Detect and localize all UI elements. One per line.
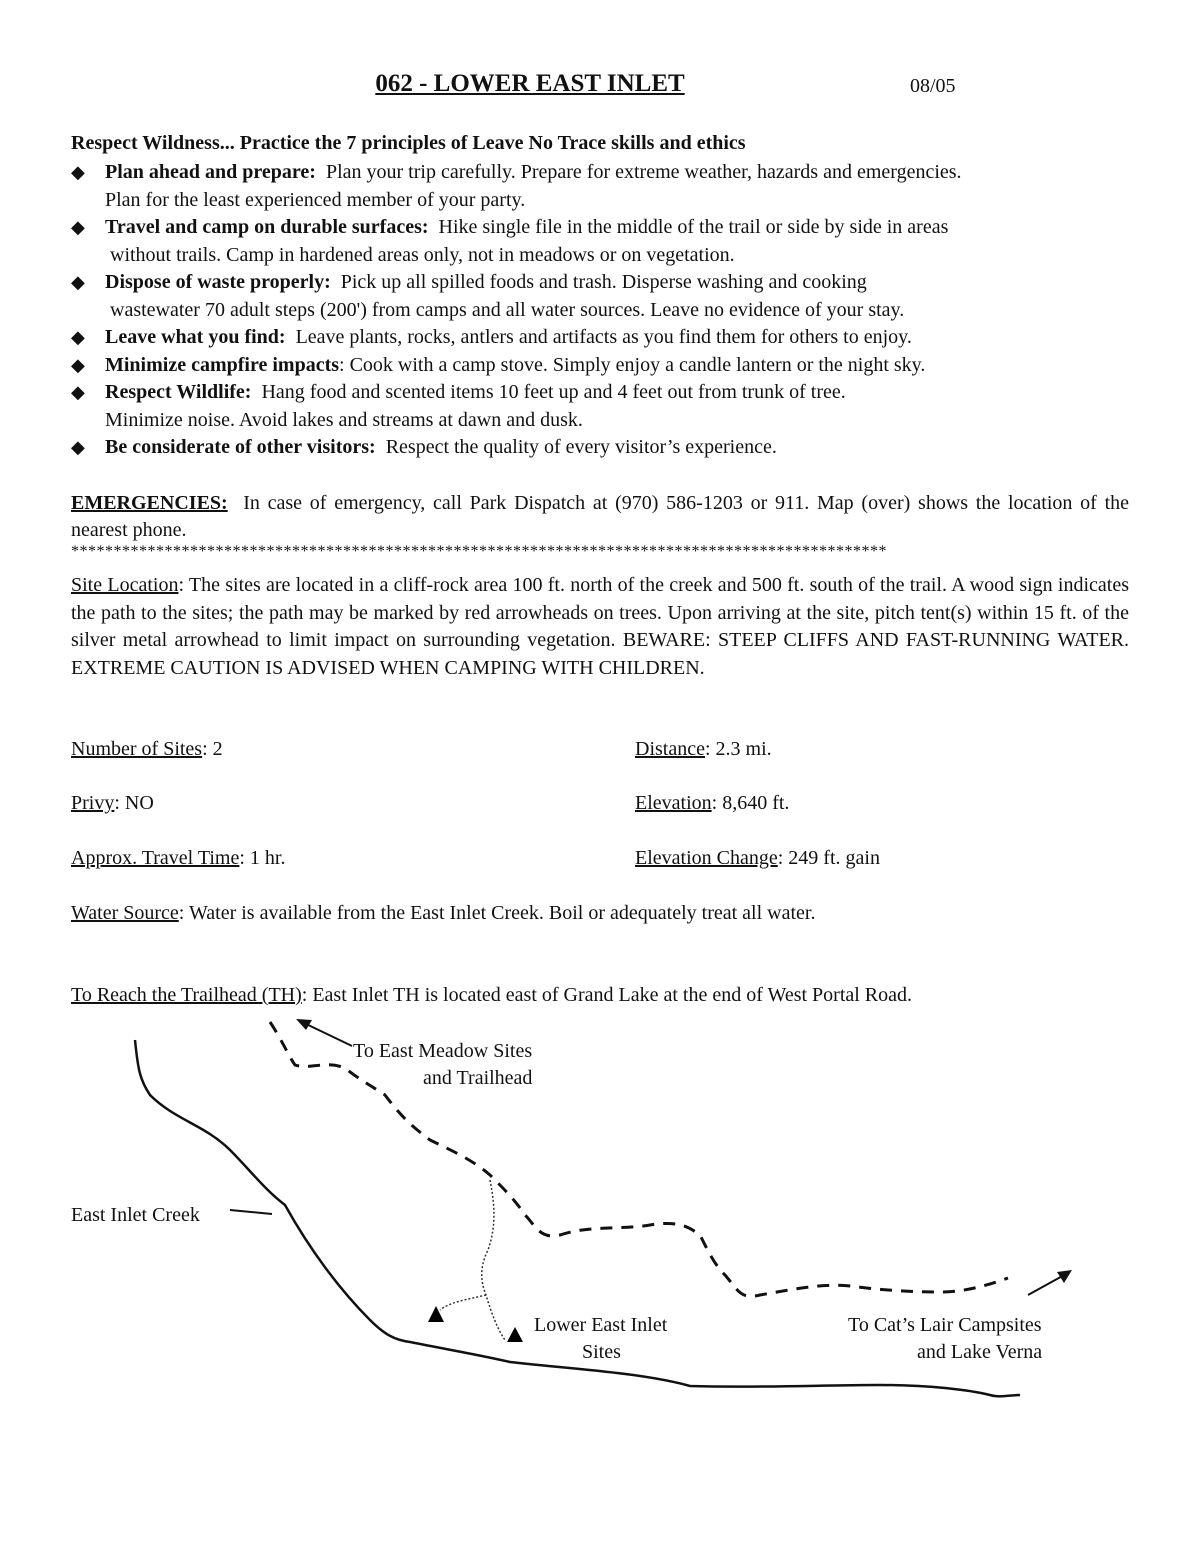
list-item — [71, 379, 1131, 434]
map-label-cats-lair-line2: and Lake Verna — [917, 1341, 1043, 1363]
diamond-bullet-icon: ◆ — [71, 272, 85, 292]
fact-label: Elevation — [635, 792, 712, 814]
principle-text: Hike single file in the middle of the trail or side by side in areas — [438, 216, 949, 238]
diamond-bullet-icon: ◆ — [71, 327, 85, 347]
diamond-bullet-icon: ◆ — [71, 162, 85, 182]
list-item — [71, 324, 1131, 352]
fact-value: : 249 ft. gain — [777, 847, 880, 869]
fact-value: : 2 — [202, 738, 223, 760]
diamond-bullet-icon: ◆ — [71, 217, 85, 237]
trailhead-text: : East Inlet TH is located east of Grand Lake at the end of West Portal Road. — [301, 984, 913, 1006]
map-label-creek: East Inlet Creek — [71, 1204, 200, 1226]
map-label-east-meadow: To East Meadow Sites — [353, 1040, 533, 1062]
site-location-text: : The sites are located in a cliff-rock area 100 ft. north of the creek and 500 ft. south of the trail. A wood sign indicates the path to the sites; the path may be marked by red arrowheads on trees. Upon arriving at the site, pitch tent(s) within 15 ft. of the silver metal arrowhead to limit impact on surrounding vegetation. BEWARE: STEEP CLIFFS AND FAST-RUNNING WATER. EXTREME CAUTION IS ADVISED WHEN CAMPING WITH CHILDREN. — [71, 574, 1130, 679]
trailhead-label: To Reach the Trailhead (TH) — [71, 984, 302, 1006]
elevation — [635, 792, 789, 815]
principle-label: Minimize campfire impacts — [105, 353, 340, 376]
list-item — [71, 434, 1131, 462]
principle-text-cont: without trails. Camp in hardened areas only, not in meadows or on vegetation. — [110, 243, 735, 266]
diamond-bullet-icon: ◆ — [71, 437, 85, 457]
list-item — [71, 352, 1131, 380]
site-location-paragraph — [71, 572, 1129, 682]
principle-label: Be considerate of other visitors: — [105, 436, 376, 458]
fact-value: : NO — [114, 792, 154, 814]
east-inlet-creek-line — [135, 1040, 1020, 1396]
campsite-tent-icon — [428, 1306, 444, 1322]
emergencies-paragraph — [71, 490, 1129, 544]
diamond-bullet-icon: ◆ — [71, 382, 85, 402]
elevation-change — [635, 847, 880, 870]
east-meadow-arrow-shaft — [302, 1022, 352, 1046]
page-title: 062 - LOWER EAST INLET — [375, 70, 685, 97]
fact-label: Elevation Change — [635, 847, 778, 869]
fact-label: Privy — [71, 792, 115, 814]
map-label-sites: Lower East Inlet — [534, 1314, 668, 1336]
lnt-heading: Respect Wildness... Practice the 7 principles of Leave No Trace skills and ethics — [71, 132, 746, 154]
fact-value: : Water is available from the East Inlet Creek. Boil or adequately treat all water. — [178, 902, 816, 924]
emergencies-text: In case of emergency, call Park Dispatch at (970) 586-1203 or 911. Map (over) shows the location of the nearest phone. — [71, 492, 1130, 541]
map-label-east-meadow-line2: and Trailhead — [423, 1067, 533, 1089]
list-item — [71, 269, 1131, 324]
fact-label: Number of Sites — [71, 738, 203, 760]
principle-label: Dispose of waste properly: — [105, 271, 331, 293]
map-label-cats-lair: To Cat’s Lair Campsites — [848, 1314, 1042, 1336]
principle-label: Respect Wildlife: — [105, 381, 252, 403]
distance — [635, 738, 772, 761]
principle-label: Plan ahead and prepare: — [105, 161, 316, 183]
water-source — [71, 902, 815, 925]
creek-label-leader-line — [230, 1210, 272, 1214]
cats-lair-arrow-head-icon — [1057, 1270, 1072, 1283]
privy — [71, 792, 154, 815]
site-spur-dotted-line — [482, 1180, 505, 1340]
site-spur-dotted-branch — [440, 1295, 486, 1310]
asterisk-separator: ************************************************************************************************ — [71, 543, 887, 560]
east-meadow-arrow-head-icon — [296, 1019, 312, 1030]
fact-label: Water Source — [71, 902, 179, 924]
principle-label: Travel and camp on durable surfaces: — [105, 216, 429, 238]
revision-date: 08/05 — [910, 75, 956, 97]
lnt-principles-list — [71, 159, 1131, 462]
principle-label: Leave what you find: — [105, 326, 286, 348]
principle-text-cont: Minimize noise. Avoid lakes and streams at dawn and dusk. — [105, 408, 583, 431]
principle-text: Hang food and scented items 10 feet up and 4 feet out from trunk of tree. — [261, 381, 846, 403]
list-item — [71, 214, 1131, 269]
principle-text: Pick up all spilled foods and trash. Disperse washing and cooking — [340, 271, 867, 293]
principle-text: Plan your trip carefully. Prepare for extreme weather, hazards and emergencies. — [325, 161, 962, 183]
fact-label: Distance — [635, 738, 705, 760]
fact-value: : 8,640 ft. — [711, 792, 790, 814]
campsite-tent-icon — [507, 1327, 523, 1342]
fact-value: : 2.3 mi. — [704, 738, 772, 760]
principle-text-cont: wastewater 70 adult steps (200') from camps and all water sources. Leave no evidence of your stay. — [110, 298, 905, 321]
emergencies-label: EMERGENCIES: — [71, 492, 228, 514]
principle-text: Respect the quality of every visitor’s experience. — [385, 436, 777, 458]
map-label-sites-line2: Sites — [582, 1341, 621, 1363]
number-of-sites — [71, 738, 223, 761]
principle-text: : Cook with a camp stove. Simply enjoy a candle lantern or the night sky. — [339, 353, 926, 376]
list-item — [71, 159, 1131, 214]
site-location-label: Site Location — [71, 574, 179, 596]
fact-label: Approx. Travel Time — [71, 847, 240, 869]
diamond-bullet-icon: ◆ — [71, 354, 85, 375]
fact-value: : 1 hr. — [239, 847, 286, 869]
principle-text-cont: Plan for the least experienced member of your party. — [105, 188, 526, 211]
approx-travel-time — [71, 847, 286, 870]
principle-text: Leave plants, rocks, antlers and artifacts as you find them for others to enjoy. — [295, 326, 912, 348]
